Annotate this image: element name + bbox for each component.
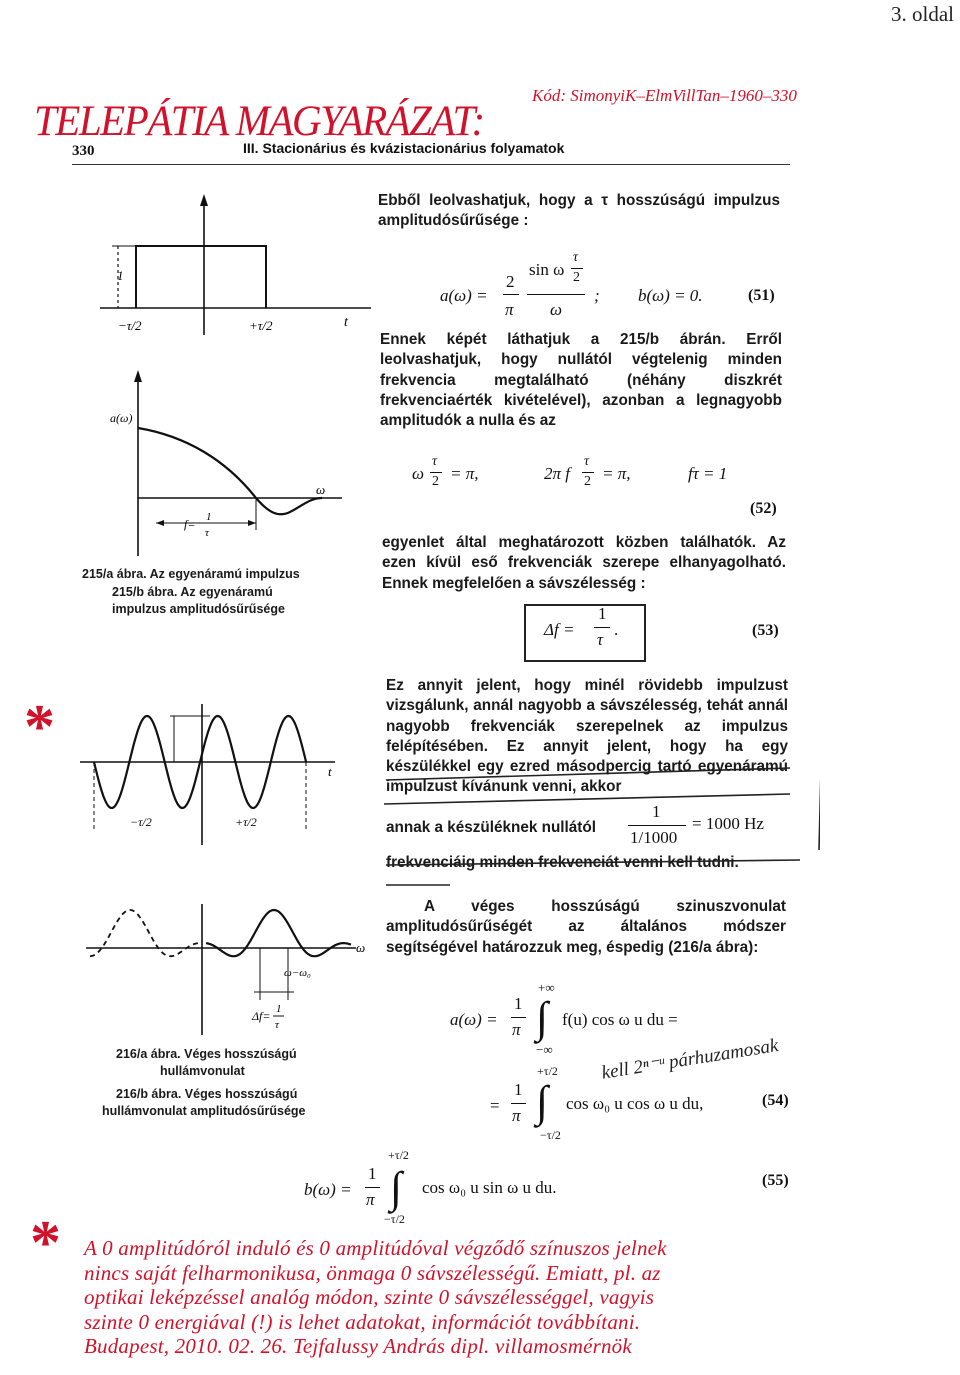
handwritten-note: kell 2ⁿ⁻ᵘ párhuzamosak [600,1035,780,1084]
note-star-2: * [30,1209,61,1277]
eq54-int2: cos ω₀ u cos ω u du, [566,1094,704,1113]
eq51-tau-bar [571,268,583,269]
eq53-lhs: Δf = [544,620,575,639]
fig216b-dfden: τ [275,1019,279,1031]
eq54-one-2: 1 [514,1080,523,1099]
document-code: Kód: SimonyiK–ElmVillTan–1960–330 [532,86,797,105]
caption-216b-1: 216/b ábra. Véges hosszúságú [116,1087,298,1101]
figure-215b [96,370,366,565]
underline-annotations [360,760,820,900]
eq54-number: (54) [762,1092,789,1109]
freq-line-text: annak a készüléknek nullától [386,819,596,836]
note-line-5: Budapest, 2010. 02. 26. Tejfalussy András dipl. villamosmérnök [84,1334,632,1358]
paragraph-6: A véges hosszúságú szinuszvonulat amplitudósűrűségét az általános módszer segítségével határozzuk meg, éspedig (216/a ábra): [386,898,786,956]
eq54-bar1 [511,1017,526,1018]
eq52-c: fτ = 1 [688,464,728,483]
eq53-num: 1 [598,604,607,623]
fig215b-fnum: 1 [206,511,212,523]
fig215a-t: t [344,315,348,330]
eq54-up2: +τ/2 [537,1064,558,1078]
eq54-lo2: −τ/2 [540,1128,561,1142]
caption-216a-2: hullámvonulat [160,1064,245,1078]
caption-216a-1: 216/a ábra. Véges hosszúságú [116,1047,297,1061]
fig216b-mirror [90,910,198,956]
fig216a-t: t [328,764,332,779]
eq51-tau: τ [573,250,579,265]
caption-216b-2: hullámvonulat amplitudósűrűsége [102,1104,306,1118]
integral-sign-3: ∫ [390,1163,403,1212]
header-rule [72,164,790,165]
note-star-1: * [24,693,55,761]
fig216a-neg: −τ/2 [130,815,152,829]
fig216b-w0: ω−ω₀ [284,967,311,979]
eq52-a2: = π, [450,464,479,483]
eq55-int: cos ω₀ u sin ω u du. [422,1178,557,1197]
eq51-frac2-bar [527,294,585,295]
eq53-box [524,604,646,662]
eq51-lhs: a(ω) = [440,286,488,305]
eq55-number: (55) [762,1172,789,1189]
eq55-up: +τ/2 [388,1148,409,1162]
eq52-a: ω [412,464,425,483]
fig215a-neg: −τ/2 [118,318,142,333]
eq54-int1: f(u) cos ω u du = [562,1010,678,1029]
chapter-heading: III. Stacionárius és kvázistacionárius folyamatok [243,140,565,156]
figure-216b [76,900,376,1040]
eq53-den: τ [597,630,604,649]
eq52-b-2: 2 [584,474,591,489]
book-page-number: 330 [72,143,95,159]
fig216b-curve [206,910,351,956]
eq54-eq: = [490,1096,500,1115]
note-line-2: nincs saját felharmonikusa, önmaga 0 sávszélességű. Emiatt, pl. az [84,1260,661,1285]
eq52-a-tau: τ [432,454,438,469]
eq54-bar2 [511,1103,526,1104]
page-title: TELEPÁTIA MAGYARÁZAT: [34,95,484,145]
fig216b-dfnum: 1 [276,1003,282,1015]
eq53-bar [594,627,610,628]
eq55-lhs: b(ω) = [304,1180,352,1199]
eq52-b-bar [582,472,594,473]
page-number: 3. oldal [891,2,954,26]
fig215a-pos: +τ/2 [249,318,273,333]
fig215b-ylabel: a(ω) [110,411,133,425]
eq51-pi: π [505,300,514,319]
red-note [84,1236,864,1359]
eq51-two: 2 [506,272,515,291]
paragraph-3: egyenlet által meghatározott közben találhatók. Az ezen kívül eső frekvenciák szerepe elhanyagolható. Ennek megfelelően a sávszélesség : [382,534,786,592]
fig215b-f: f= [184,517,196,531]
figure-216a [70,700,370,850]
eq51-2: 2 [573,270,580,285]
eq52-b2: = π, [602,464,631,483]
eq54-one: 1 [514,994,523,1013]
eq53-dot: . [614,620,619,639]
eq52-a-2: 2 [432,474,439,489]
caption-215b-1: 215/b ábra. Az egyenáramú [112,585,273,599]
eq51-number: (51) [748,287,775,304]
paragraph-2: Ennek képét láthatjuk a 215/b ábrán. Erről leolvashatjuk, hogy nullától végtelenig minden frekvencia megtalálható (néhány diszkrét frekvenciaérték kivételével), azonban a legnagyobb amplitudók a nulla és az [380,331,782,430]
eq51-semicolon: ; [594,286,600,305]
eq55-one: 1 [368,1164,377,1183]
eq51-num: sin ω [529,260,565,279]
eq55-lo: −τ/2 [384,1212,405,1226]
integral-sign: ∫ [536,993,549,1042]
paragraph-4: Ez annyit jelent, hogy minél rövidebb impulzust vizsgálunk, annál nagyobb a sávszélesség, tehát annál nagyobb frekvenciák szerepelnek az impulzus felépítésében. Ez annyit jelent, hogy ha egy készülékkel egy ezred másodpercig tartó egyenáramú impulzust kívánunk venni, akkor [386,677,788,796]
fig215b-fden: τ [205,527,209,539]
eq52-b: 2π f [544,464,570,483]
eq54-lhs: a(ω) = [450,1010,498,1029]
fig216b-df: Δf= [252,1009,271,1023]
eq51-b: b(ω) = 0. [638,286,703,305]
eq54-up: +∞ [538,980,555,995]
eq51-den: ω [550,300,563,319]
eq52-number: (52) [750,500,777,517]
fig216b-xlabel: ω [356,940,366,955]
eq54-lo: −∞ [536,1042,553,1057]
freq-rhs: = 1000 Hz [692,814,764,833]
eq54-pi: π [512,1020,521,1039]
eq55-bar [365,1187,380,1188]
eq51-frac1-bar [503,294,519,295]
fig215b-xlabel: ω [316,482,326,497]
fig216a-pos: +τ/2 [235,815,257,829]
freq-den: 1/1000 [630,828,678,847]
eq54-pi-2: π [512,1106,521,1125]
caption-215a: 215/a ábra. Az egyenáramú impulzus [82,567,300,581]
note-line-4: szinte 0 energiával (!) is lehet adatokat, információt továbbítani. [84,1309,641,1334]
eq52-a-bar [430,472,442,473]
figure-215a [86,190,376,340]
eq52-b-tau: τ [584,454,590,469]
fig215a-one: 1 [117,268,124,283]
eq53-number: (53) [752,622,779,639]
eq55-pi: π [366,1190,375,1209]
note-line-1: A 0 amplitúdóról induló és 0 amplitúdóval végződő színuszos jelnek [84,1236,667,1260]
note-line-3: optikai leképzéssel analóg módon, szinte 0 sávszélességgel, vagyis [84,1285,655,1309]
paragraph-5: frekvenciáig minden frekvenciát venni kell tudni. [386,854,739,871]
caption-215b-2: impulzus amplitudósűrűsége [112,602,285,616]
freq-num: 1 [652,802,661,821]
paragraph-1: Ebből leolvashatjuk, hogy a τ hosszúságú impulzus amplitudósűrűsége : [378,192,780,230]
integral-sign-2: ∫ [536,1077,549,1126]
